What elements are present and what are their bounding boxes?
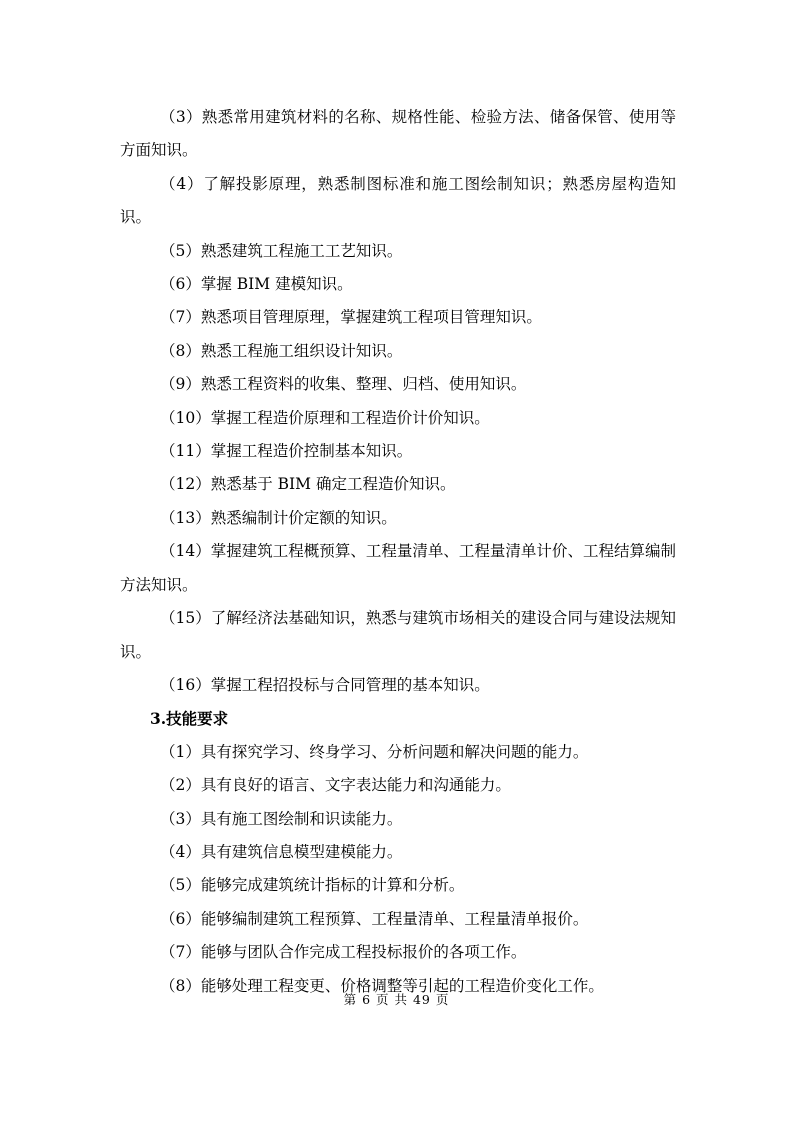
- knowledge-item-15: （15）了解经济法基础知识，熟悉与建筑市场相关的建设合同与建设法规知识。: [120, 609, 676, 661]
- page-footer: 第 6 页 共 49 页: [343, 992, 450, 1007]
- knowledge-item-11: （11）掌握工程造价控制基本知识。: [160, 442, 413, 461]
- knowledge-item-16: （16）掌握工程招投标与合同管理的基本知识。: [160, 675, 490, 694]
- skill-item-7: （7）能够与团队合作完成工程投标报价的各项工作。: [160, 943, 527, 962]
- skill-item-4: （4）具有建筑信息模型建模能力。: [160, 842, 403, 861]
- knowledge-item-8: （8）熟悉工程施工组织设计知识。: [160, 341, 403, 360]
- knowledge-item-14: （14）掌握建筑工程概预算、工程量清单、工程量清单计价、工程结算编制方法知识。: [120, 542, 676, 594]
- page-content: [120, 101, 676, 1003]
- knowledge-item-4: （4）了解投影原理，熟悉制图标准和施工图绘制知识；熟悉房屋构造知识。: [120, 174, 676, 227]
- skill-item-2: （2）具有良好的语言、文字表达能力和沟通能力。: [160, 776, 511, 795]
- skill-item-1: （1）具有探究学习、终身学习、分析问题和解决问题的能力。: [160, 742, 589, 761]
- knowledge-item-10: （10）掌握工程造价原理和工程造价计价知识。: [160, 408, 490, 427]
- knowledge-item-3: （3）熟悉常用建筑材料的名称、规格性能、检验方法、储备保管、使用等方面知识。: [120, 108, 676, 160]
- skill-item-8: （8）能够处理工程变更、价格调整等引起的工程造价变化工作。: [160, 976, 604, 995]
- knowledge-item-6: （6）掌握 BIM 建模知识。: [160, 275, 353, 294]
- skill-item-6: （6）能够编制建筑工程预算、工程量清单、工程量清单报价。: [160, 909, 589, 928]
- knowledge-item-5: （5）熟悉建筑工程施工工艺知识。: [160, 241, 403, 260]
- skills-heading: 3.技能要求: [150, 709, 229, 729]
- skill-item-5: （5）能够完成建筑统计指标的计算和分析。: [160, 876, 465, 895]
- knowledge-item-9: （9）熟悉工程资料的收集、整理、归档、使用知识。: [160, 375, 527, 394]
- knowledge-item-12: （12）熟悉基于 BIM 确定工程造价知识。: [160, 475, 456, 494]
- knowledge-item-7: （7）熟悉项目管理原理，掌握建筑工程项目管理知识。: [160, 308, 542, 327]
- knowledge-item-13: （13）熟悉编制计价定额的知识。: [160, 508, 397, 527]
- skill-item-3: （3）具有施工图绘制和识读能力。: [160, 809, 403, 828]
